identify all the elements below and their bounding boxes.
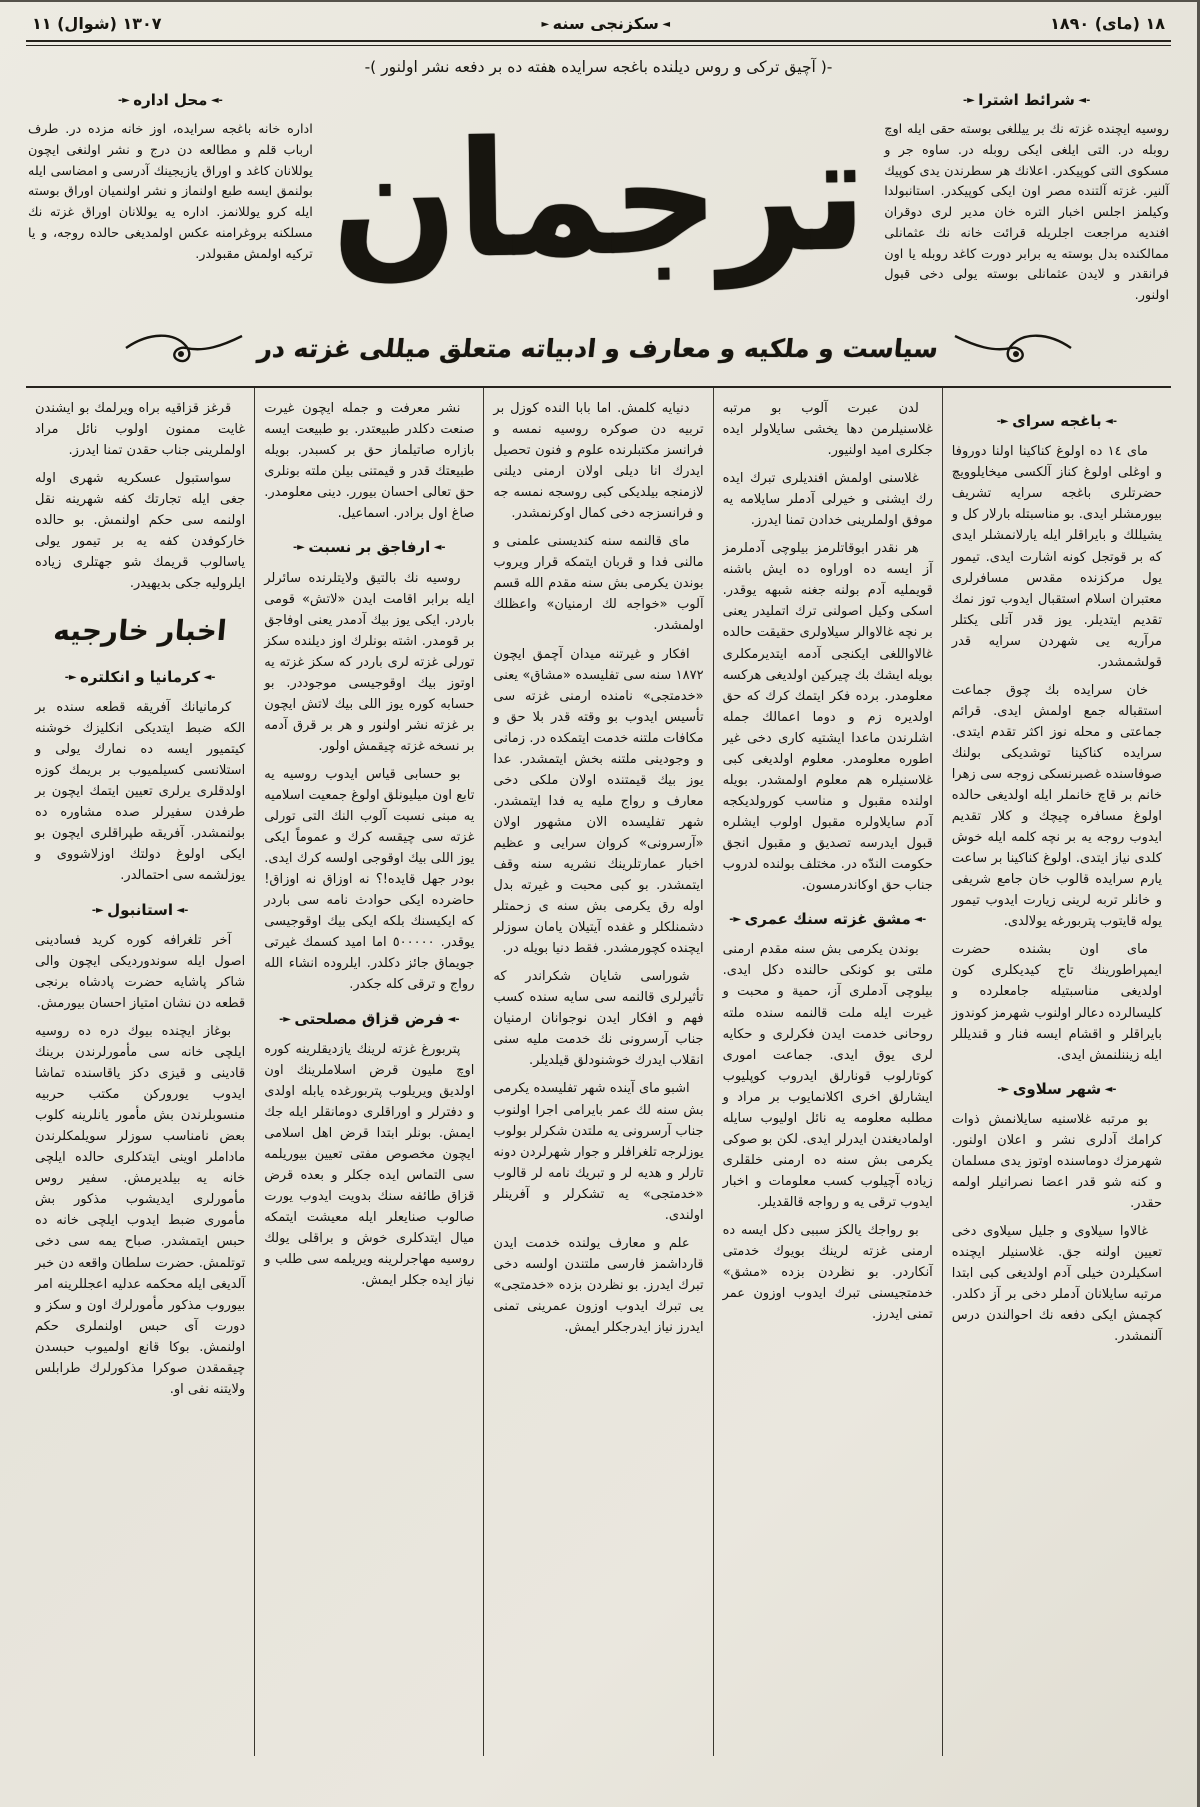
subscription-terms-box	[884, 86, 1169, 307]
article-paragraph: ماى ١٤ ده اولوغ كناكينا اولنا دوروفا و اوغلى اولوغ كناز آلكسى ميخايلوويچ حضرتلرى باغجه سرايه تشريف بيورمشلر ايدى. بو مناسبتله بارلار كل و يشيللك و بايراقلر ايله يارلانمشلر ايدى كه بر قوتجل كونه اشارت ايدى. تيمور يول مركزنده مقدس مسافرلرى معتبران اسلام استقبال ايدوب توز نمك تقديم ايتديلر. يوز قدر آتلى يكتلر مرآريه يى شهردن سرايه قدر قولشمشدر.	[951, 444, 1162, 670]
column-5	[26, 388, 255, 1756]
article-paragraph: اشبو ماى آينده شهر تفليسده يكرمى بش سنه لك عمر بايرامى اجرا اولنوب جناب آرسرونى يه ملتدن شكرلر بولوب يوزلرجه تلغرافلر و جوار شهرلردن دونه تارلر و هديه لر و تبريك نامه لر قالوب «خدمتجى» يه تشكرلر و آفرينلر اولندى.	[493, 1081, 704, 1223]
article-paragraph: بو حسابى قياس ايدوب روسيه يه تابع اون ميليونلق اولوغ جمعيت اسلاميه يه مبنى نسبت آلوب النك التى تورلى غزته سى چيقسه كرك و عموماً ايكى يوز اللى بيك اوقوجى اولسه كرك ايدى. بودر جهل قايده!؟ نه اوزاق نه اوزاق! حاضرده ايكى حوادث نامه سى باردر كه ايكيسنك بلكه ايكى بيك اوقوجيسى يوقدر. ٥٠٠٠٠٠ اما اميد كسمك غيرتى جويماق جائز دكلدر. ايلروده انشاء الله رواج و ترقى كله جكدر.	[264, 767, 475, 993]
flourish-ornament-right	[953, 326, 1073, 370]
article-paragraph: بوغاز ايچنده بيوك دره ده روسيه ايلچى خانه سى مأمورلرندن برينك قادينى و قيزى دكز ياقاسنده تماشا ايدوب يوروركن مكتب حربيه منسوبلرندن بش مأمور يانلرينه كلوب بعض نامناسب سوزلر سويلمكلرندن ماداملر اوينى ايتدكلرى حالده ايلچى خانه يه بيلديرمش. سفير روس مأمورلرى ايديشوب مذكور بش مأمورى ضبط ايدوب ايلچى خانه ده حبس ايتمشدر. صباح يمه سى دخى توتلمش. حضرت سلطان واقعه دن خبر آلديغى ايله محكمه عدليه اعجللرينه امر بيوروب مذكور مأمورلرك اون و سكز و دورت آى حبس اولنملرى حكم اولنمش. بوكا قانع اولميوب حبسدن چيقمقدن صوكرا مذكورلرك طرابلس ولايتنه نفى او.	[34, 1023, 246, 1397]
article-paragraph: افكار و غيرتنه ميدان آچمق ايچون ١٨٧٢ سنه سى تفليسده «مشاق» يعنى «خدمتجى» نامنده ارمنى غزته سى تأسيس ايدوب بو وقته قدر بلا حق و مكافات ملتنه خدمت ايتمكده در. زمانى و وجودينى ملتنه بخش ايتمشدر. عدا يوز بيك قيمتنده اولان ملكى دخى معارف و رواج مليه يه فدا ايتمشدر. شهر تفليسده الان مشهور اولان «آرسرونى» كروان سرايى و عظيم اخبار عمارتلرينك نشريه سنه وقف ايتمشدر. بو كبى محبت و غيرته بدل اوله رق يكرمى بش سنه ى زحمتلر دشمنلكلر و غفده آيتيلان يامان سوزلر ايچنده كچورمشدر. فقط دنيا بويله در.	[493, 646, 704, 957]
section-heading: -◄ فرض قزاق مصلحتى ►-	[264, 1007, 474, 1031]
publication-frequency-line: -( آچيق تركى و روس ديلنده باغجه سرايده هفته ده بر دفعه نشر اولنور )-	[364, 58, 833, 76]
subscription-terms-heading: -◄ شرائط اشترا ►-	[884, 88, 1169, 112]
article-paragraph: بوندن يكرمى بش سنه مقدم ارمنى ملتى بو كونكى حالنده دكل ايدى. بيلوچى آدملرى آز، حمية و محبت و غيرت ايله ملت قالنمه سنده ملته روحانى خدمت ايدن فكرلرى و حكايه لرى يوق ايدى. جماعت امورى كوتارلوب قونارلق ايدروب كوپليوب ايشارلق اخرى اكلانمايوب بر مراد و مطلبه معلومه يه نائل اوليوب سايله اولماديغندن ايدرلر ايدى. لكن بو صوكى يكرمى بش سنه ده ارمنى خلقلرى زياده آچيلوب كسب معلومات و اخبار ايدوب ترقى يه و رواجه قالقديلر.	[722, 942, 933, 1210]
article-paragraph: آخر تلغرافه كوره كريد فسادينى اصول ايله سوندورديكى ايچون والى شاكر پاشايه حضرت پادشاه برنجى قطعه دن نشان امتياز احسان بيورمش.	[34, 932, 246, 1011]
article-paragraph: بو رواجك يالكز سببى دكل ايسه ده ارمنى غزته لرينك بويوك خدمتى آنكاردر. بو نظردن بزده «مشق» خدمتجيسنى تبرك ايدوب اوزون عمر تمنى ايدرز.	[722, 1222, 933, 1323]
article-paragraph: كرمانيانك آفريقه قطعه سنده بر الكه ضبط ايتديكى انكليزك خوشنه كيتميور ايسه ده نمارك يولى و استلانسى كسيلميوب بر بريمك كوزه اولدقلرى يرلرى تعيين ايتمك ايچون بر طرفدن سفيرلر صده مشاوره ده بولنمشدر. آفريقه طپراقلرى ايچون بو ايكى اولوغ دولتك اوزلاشووى و يوزلشمه سى احتمالدر.	[34, 700, 246, 884]
section-heading: -◄ شهر سلاوى ►-	[952, 1077, 1162, 1101]
subscription-terms-text: روسيه ايچنده غزته نك بر ييللغى بوسته حقى ايله اوچ روبله در. التى ايلغى ايكى روبله در. ساوه جر و مسكوى التى كوپيكدر. اعلانك هر سطرندن يدى كوپيك آلنير. غزته آلتنده مصر اون ايكى كوپيكدر. استانبولدا وكيلمز اجلس اخبار التره خان مدير لرى دوقران افنديه مراجعت اجلريله قرائت خانه نك عثمانلى ممالكنده بدل بوسته يه برابر دورت كاغد روبله يا اون فرانقدر و لايدن عثمانلى بوسته يولى دخى قبول اولنور.	[884, 122, 1169, 304]
motto-text: سياست و ملكيه و معارف و ادبياته متعلق ميللى غزته در	[256, 333, 941, 363]
administration-heading: -◄ محل اداره ►-	[28, 88, 313, 112]
section-heading: -◄ كرمانيا و انكلتره ►-	[35, 665, 245, 689]
masthead-title-area	[331, 86, 866, 310]
header-date-hijri: ١٣٠٧ (شوال) ١١	[32, 14, 162, 33]
article-paragraph: نشر معرفت و جمله ايچون غيرت صنعت دكلدر طبيعتدر. بو طبيعت ايسه بازاره صاتيلماز حق بر كسبدر. بويله طبيعتك قدر و قيمتنى بيلن ملته بونلرى حق تعالى احسان بيورر. دينى معلومدر. صاغ اول برادر. اسماعيل.	[264, 401, 475, 522]
column-3	[484, 388, 713, 1756]
flourish-ornament-left	[124, 326, 244, 370]
article-paragraph: غلاسنى اولمش افنديلرى تبرك ايده رك ايشنى و خيرلى آدملر سايلامه يه موفق اولملرينى خدادن تمنا ايدرز.	[722, 471, 933, 529]
header-date-row	[26, 10, 1171, 40]
column-4	[255, 388, 484, 1756]
section-major-heading: اخبار خارجيه	[52, 614, 229, 648]
article-paragraph: شوراسى شايان شكراندر كه تأثيرلرى قالنمه سى سايه سنده كسب فهم و افكار ايدن نوجوانان ارمنيان جناب آرسرونى نك خدمت مليه سنى انقلاب ايدرك خوشنودلق قيلديلر.	[493, 969, 704, 1069]
article-paragraph: سواستبول عسكريه شهرى اوله جغى ايله تجارتك كفه شهرينه نقل اولنمه سى حكم اولنمش. بو حالده خاركوفدن كفه يه بر تيمور يولى ياسالوب قريمك شو جهتلرى زياده ايلروليه جكى بديهيدر.	[34, 471, 246, 592]
administration-box	[28, 86, 313, 265]
administration-text: اداره خانه باغجه سرايده، اوز خانه مزده در. طرف ارباب قلم و مطالعه دن درج و نشر اولنغى ايچون يوللانان كاغد و اوراق يازيجينك آدرسى و امضاسى ايله بولنمق ايسه طبع اولنماز و نشر اولنميان اوراق بوسته ايله كرو يوللانمز. اداره يه يوللانان اوراق غزته نك مسلكنه بروغرامنه عكس اولمديغى حالده روجه، و يا تركيه اولمش مقبولدر.	[27, 122, 313, 262]
page-header	[26, 10, 1171, 78]
header-year-label: ◄ سكزنجى سنه ►	[541, 14, 670, 33]
article-paragraph: خان سرايده بك چوق جماعت استقباله جمع اولمش ايدى. قرائم جماعتى و محله نوز اكثر تقدم ايتدى. سرايده كناكينا توشديكى بولنك صوفاسنده غصبرنسكى زوجه سى زهرا خانم بر قاچ خانملر ايله اولديغى حالده اولوغ مسافره چيچك و كلار تقديم ايدوب روجه يه بر نچه كلمه ايله خوش كلدى نياز ايتدى. اولوغ كناكينا بر ساعت يارم سرايده قالوب خان جامع شريفى و خانلر تربه لرينى زيارت ايدوب تيمور يوله قايتوب پتربورغه يولالدى.	[951, 682, 1162, 930]
column-2	[714, 388, 943, 1756]
section-heading: -◄ مشق غزته سنك عمرى ►-	[723, 907, 933, 931]
article-paragraph: لدن عبرت آلوب بو مرتبه غلاسنيلرمن دها يخشى سايلاولر ايده جكلرى اميد اولنيور.	[722, 401, 933, 459]
article-paragraph: بو مرتبه غلاسنيه سايلانمش ذوات كرامك آدلرى نشر و اعلان اولنور. شهرمزك دوماسنده اوتوز يدى مسلمان و كنه شو قدر اعضا نصرانيلر اولمه حقدر.	[951, 1111, 1162, 1212]
article-paragraph: علم و معارف يولنده خدمت ايدن قارداشمز فارسى ملتندن اولسه دخى تبرك ايدرز. بو نظردن بزده «خدمتجى» يى تبرك ايدوب اوزون عمرينى تمنى ايدرز نياز ايدرجكلر ايمش.	[493, 1235, 704, 1335]
article-paragraph: هر نقدر ابوقاتلرمز بيلوچى آدملرمز آز ايسه ده اوراوه ده ايش باشنه قويمليه آدم بولنه جغنه شبهه يوقدر. اسكى وكيل اصولنى ترك اتمليدر يعنى بر نچه غالاوالر سيلاولرى حقيقت حالده غالاواللغى ايكنجى آدمه ايتديرمكلرى بويله ايشك بك چيركين اولديغى هركسه معلومدر. برده فكر ايتمك كرك كه حق اولديره زم و دوما اعمالك جمله اشلرندن ماعدا ايشتيه كارى دخى غير اطوره معلومدر. معلوم اولديغى كبى غلاسنيلره هم معلوم اولمشدر. بويله اولنده مقبول و مناسب كورولديكجه آدم سايلاولره مقبول اولوب ايشلره قبول ايدرسه تصديق و مقبول انجق حكومت الندّه در. مختلف بولنده لدروب جناب حق اوكاندرمسون.	[722, 541, 933, 894]
article-paragraph: ماى قالنمه سنه كنديسنى علمنى و مالنى فدا و قربان ايتمكه قرار ويروب بوندن يكرمى بش سنه مقدم الله قسم آلوب «خواجه لك ارمنيان» واعظلك اولمشدر.	[493, 534, 704, 634]
header-date-gregorian: ١٨ (ماى) ١٨٩٠	[1050, 14, 1165, 33]
column-1	[943, 388, 1171, 1756]
article-paragraph: دنيايه كلمش. اما بابا النده كوزل بر تربيه دن صوكره روسيه نمسه و فرانسز مكتبلرنده علوم و فنون تحصيل ايدرك انا ديلى اولان ارمنى ديلنى لازمنجه بيلديكى كبى روسجه نمسه جه و فرانسزجه دخى كمال اوكرنمشدر.	[493, 401, 704, 522]
section-heading: -◄ باغجه سراى ►-	[952, 409, 1162, 433]
article-paragraph: ماى اون بشنده حضرت ايمپراطورينك تاج كيديكلرى كون اولديغى مناسبتيله جامعلرده و كليسالرده دعالر اولنوب شهرمز كوندوز بايراقلر و اقشام ايسه فنار و قنديللر ايله زيننلنمش ايدى.	[951, 942, 1162, 1063]
newspaper-title: ترجمان	[329, 99, 868, 296]
section-heading: -◄ ارفاجق بر نسبت ►-	[264, 535, 474, 559]
article-paragraph: پتربورغ غزته لرينك يازديقلرينه كوره اوچ مليون قرض اسلاملرينك اون اولديق ويريلوب پتربورغده يابله اولدى و دفترلر و اوراقلرى دومانقلر ايله جك ايمش. بونلر ابتدا قرض اهل اسلامى ايچون مخصوص مفتى تعيين بيوريلمه سى التماس ايده جكلر و بعده قرض قزاق طائفه سنك بدويت ايدوب يورت صالوب صنايعلر ايله معيشت ايتمكه ميال ايتدكلرى خوش و براقلى يولك روسيه مهاجرلرينه ويريلمه سى طلب و نياز ايده جكلر ايمش.	[264, 1041, 475, 1289]
masthead	[26, 78, 1171, 310]
motto-band	[26, 310, 1171, 380]
body-columns	[26, 386, 1171, 1756]
article-paragraph: روسيه نك بالتيق ولايتلرنده سائرلر ايله برابر اقامت ايدن «لاتش» قومى باردر. ايكى يوز بيك آدمدر يعنى اوفاجق بر قومدر. اشته بونلرك اوز ديلنده سكز تورلى غزته لرى باردر كه سكز غزته يه اوتوز بيك اوقوجيسى موجوددر. بو حسابه كوره يوز اللى بيك لاتش ايچون بر غزته نشر اولنور و هر بر قرق آدمه بر نسخه غزته چيقمش اولور.	[264, 570, 475, 754]
article-paragraph: غالاوا سيلاوى و جليل سيلاوى دخى تعيين اولنه جق. غلاسنيلر ايچنده اسكيلردن خيلى آدم اولديغى كبى ابتدا مرتبه سايلانان آدملر دخى بر آز دكلدر. كچمش ايكى دفعه نك احوالندن درس آلنمشدر.	[951, 1224, 1162, 1345]
section-heading: -◄ استانبول ►-	[35, 898, 245, 922]
article-paragraph: قرغز قزاقيه براه ويرلمك بو ايشندن غايت ممنون اولوب نائل مراد اولملرينى جناب حقدن تمنا ايدرز.	[34, 401, 246, 459]
